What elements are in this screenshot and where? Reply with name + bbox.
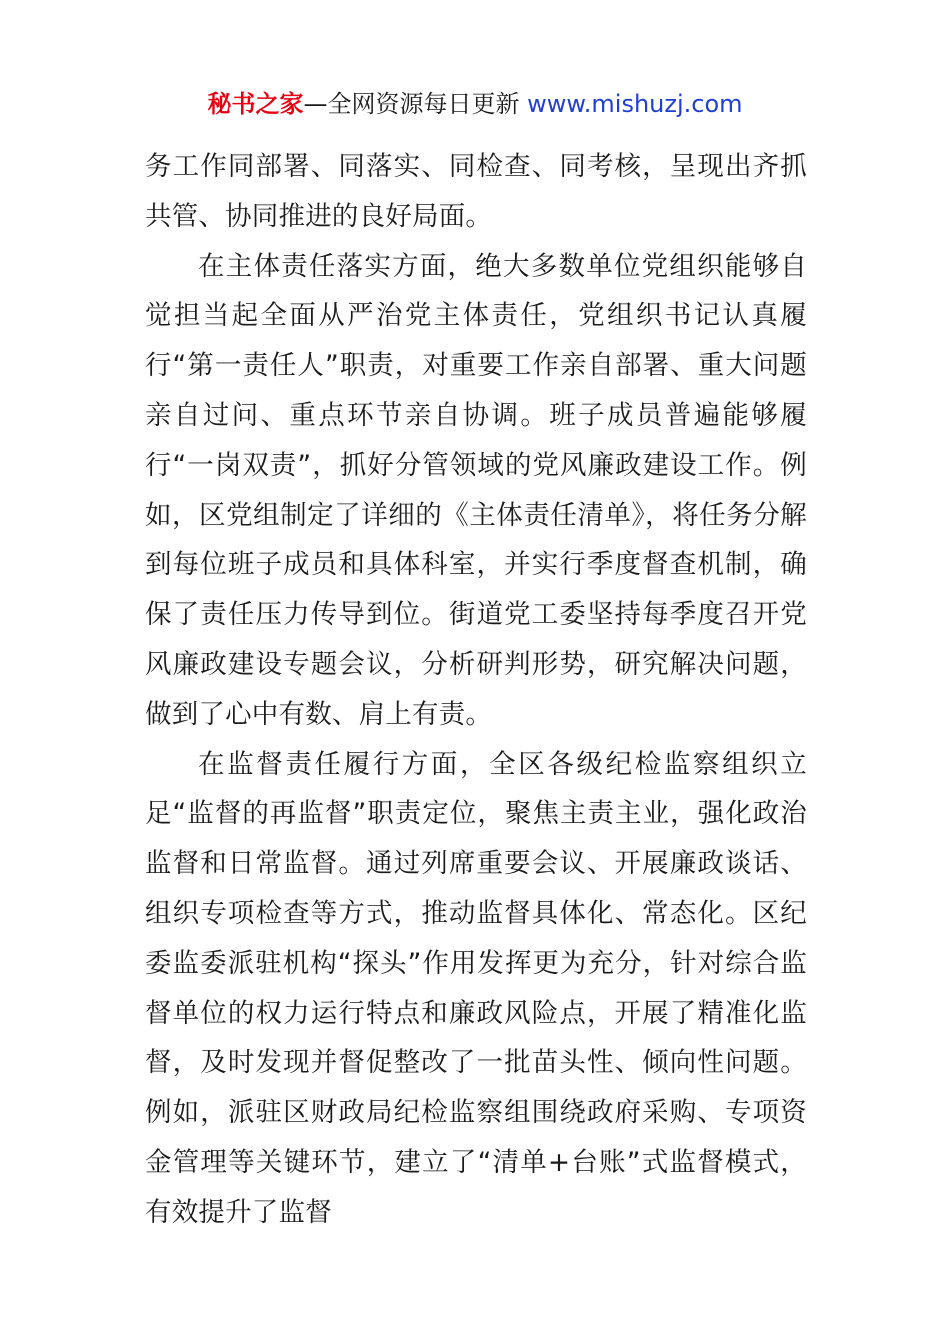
paragraph-3: 在监督责任履行方面，全区各级纪检监察组织立足“监督的再监督”职责定位，聚焦主责主业，强化政治监督和日常监督。通过列席重要会议、开展廉政谈话、组织专项检查等方式，推动监督具体化、常态化。区纪委监委派驻机构“探头”作用发挥更为充分，针对综合监督单位的权力运行特点和廉政风险点，开展了精准化监督，及时发现并督促整改了一批苗头性、倾向性问题。例如，派驻区财政局纪检监察组围绕政府采购、专项资金管理等关键环节，建立了“清单+台账”式监督模式，有效提升了监督 [145, 748, 807, 1228]
paragraph-2: 在主体责任落实方面，绝大多数单位党组织能够自觉担当起全面从严治党主体责任，党组织书记认真履行“第一责任人”职责，对重要工作亲自部署、重大问题亲自过问、重点环节亲自协调。班子成员普遍能够履行“一岗双责”，抓好分管领域的党风廉政建设工作。例如，区党组制定了详细的《主体责任清单》，将任务分解到每位班子成员和具体科室，并实行季度督查机制，确保了责任压力传导到位。街道党工委坚持每季度召开党风廉政建设专题会议，分析研判形势，研究解决问题，做到了心中有数、肩上有责。 [145, 250, 807, 730]
site-url-link[interactable]: www.mishuzj.com [527, 90, 743, 118]
document-body [145, 142, 807, 1238]
brand-name: 秘书之家 [207, 90, 304, 118]
header-tagline: —全网资源每日更新 [303, 90, 528, 118]
page-header [0, 86, 950, 122]
paragraph-1: 务工作同部署、同落实、同检查、同考核，呈现出齐抓共管、协同推进的良好局面。 [145, 151, 807, 232]
